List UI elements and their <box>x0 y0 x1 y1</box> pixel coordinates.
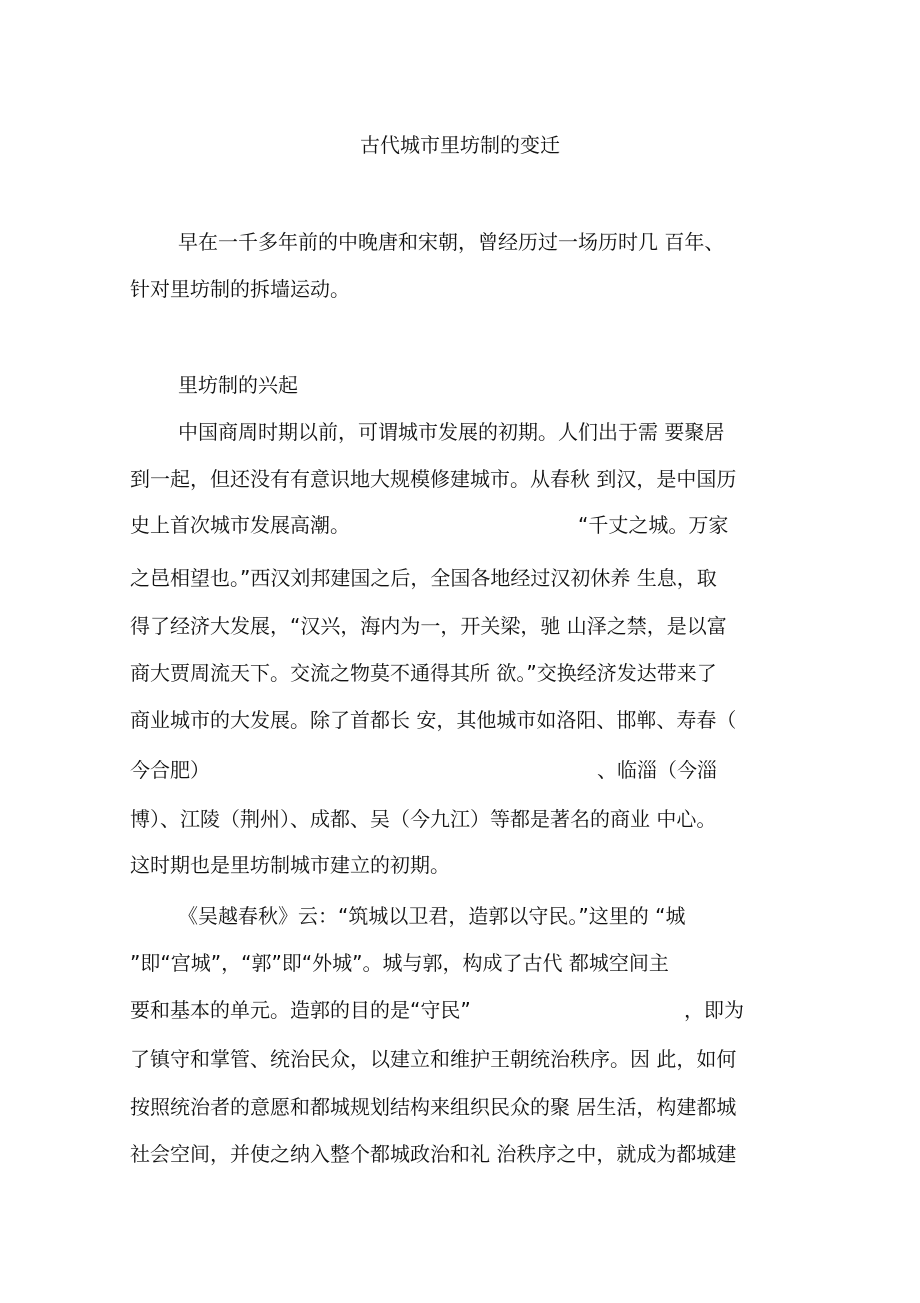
paragraph-line: ，即为 <box>684 998 744 1022</box>
paragraph-line: 要和基本的单元。造郭的目的是“守民” <box>130 998 471 1022</box>
paragraph-line: ”即“宫城”，“郭”即“外城”。城与郭，构成了古代 都城空间主 <box>130 951 669 975</box>
paragraph-line: 按照统治者的意愿和都城规划结构来组织民众的聚 居生活，构建都城 <box>130 1095 737 1119</box>
paragraph-line: 之邑相望也。”西汉刘邦建国之后，全国各地经过汉初休养 生息，取 <box>130 566 717 590</box>
paragraph-line: 商业城市的大发展。除了首都长 安，其他城市如洛阳、邯郸、寿春（ <box>130 708 737 732</box>
paragraph-line: 今合肥） <box>130 758 210 782</box>
paragraph-line: “千丈之城。万家 <box>578 513 729 537</box>
paragraph-line: 得了经济大发展，“汉兴，海内为一，开关梁，驰 山泽之禁，是以富 <box>130 614 727 638</box>
paragraph-line: 中国商周时期以前，可谓城市发展的初期。人们出于需 要聚居 <box>178 420 725 444</box>
paragraph-line: 史上首次城市发展高潮。 <box>130 513 350 537</box>
paragraph-line: 《吴越春秋》云：“筑城以卫君，造郭以守民。”这里的 “城 <box>178 904 686 928</box>
paragraph-line: 到一起，但还没有有意识地大规模修建城市。从春秋 到汉，是中国历 <box>130 467 737 491</box>
paragraph-line: 社会空间，并使之纳入整个都城政治和礼 治秩序之中，就成为都城建 <box>130 1142 737 1166</box>
paragraph-line: 博）、江陵（荆州）、成都、吴（今九江）等都是著名的商业 中心。 <box>130 807 717 831</box>
intro-line: 针对里坊制的拆墙运动。 <box>130 277 350 301</box>
intro-line: 早在一千多年前的中晚唐和宋朝，曾经历过一场历时几 百年、 <box>178 230 725 254</box>
paragraph-line: 了镇守和掌管、统治民众，以建立和维护王朝统治秩序。因 此，如何 <box>130 1047 737 1071</box>
paragraph-line: 这时期也是里坊制城市建立的初期。 <box>130 853 450 877</box>
document-title: 古代城市里坊制的变迁 <box>360 133 560 157</box>
section-heading: 里坊制的兴起 <box>178 373 298 397</box>
paragraph-line: 商大贾周流天下。交流之物莫不通得其所 欲。”交换经济发达带来了 <box>130 661 717 685</box>
paragraph-line: 、临淄（今淄 <box>597 758 717 782</box>
